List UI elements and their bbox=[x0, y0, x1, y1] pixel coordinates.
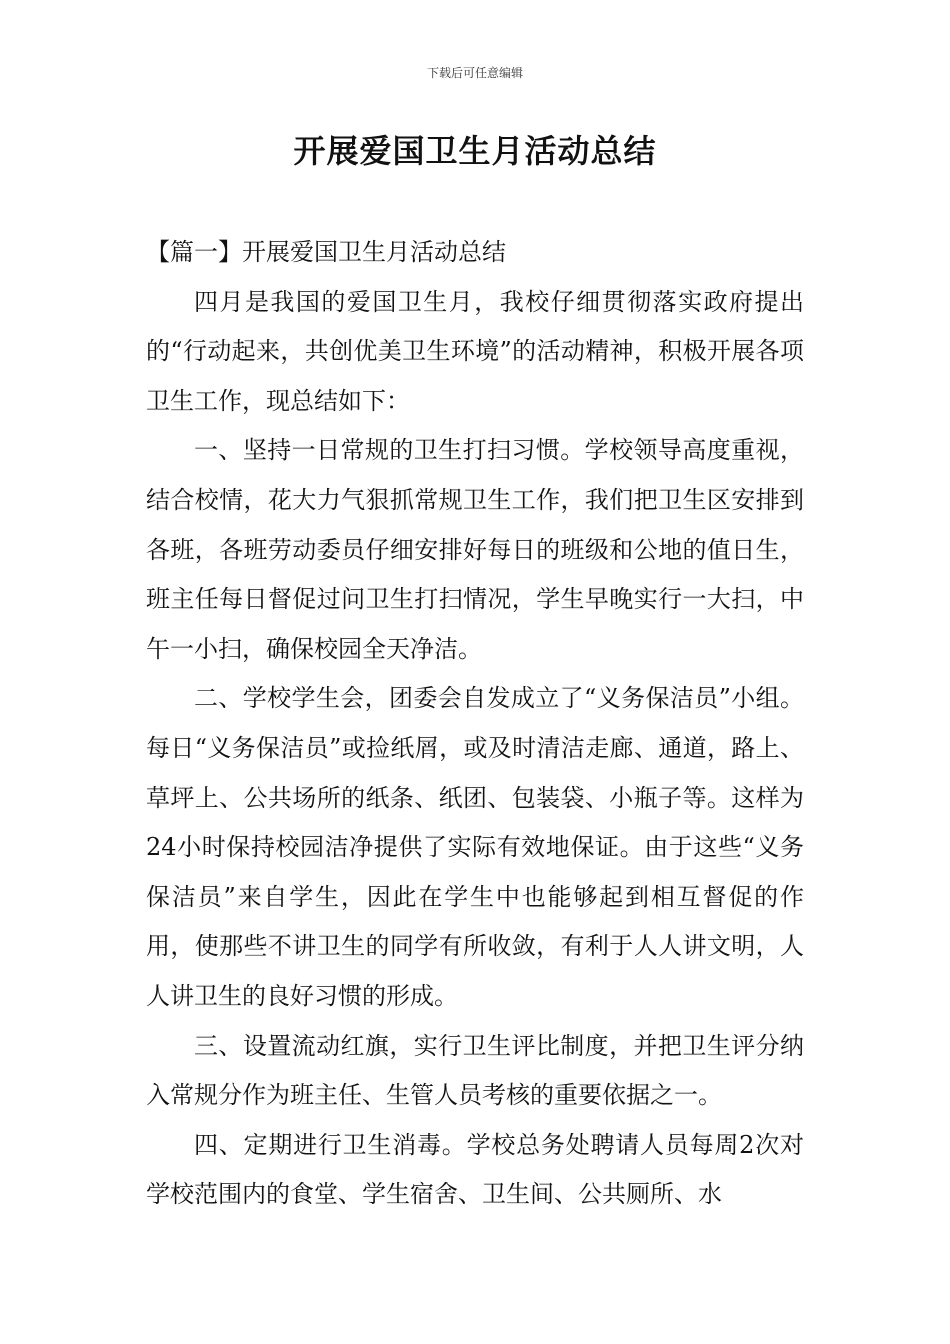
paragraph-item-2: 二、学校学生会，团委会自发成立了“义务保洁员”小组。每日“义务保洁员”或捡纸屑，或及时清洁走廊、通道，路上、草坪上、公共场所的纸条、纸团、包装袋、小瓶子等。这样为24小时保持校园洁净提供了实际有效地保证。由于这些“义务保洁员”来自学生，因此在学生中也能够起到相互督促的作用，使那些不讲卫生的同学有所收敛，有利于人人讲文明，人人讲卫生的良好习惯的形成。 bbox=[146, 684, 804, 1010]
document-title: 开展爱国卫生月活动总结 bbox=[293, 132, 657, 170]
paragraph-item-4: 四、定期进行卫生消毒。学校总务处聘请人员每周2次对学校范围内的食堂、学生宿舍、卫生间、公共厕所、水 bbox=[146, 1130, 804, 1209]
section-heading: 【篇一】开展爱国卫生月活动总结 bbox=[146, 238, 506, 266]
document-body bbox=[146, 228, 804, 1220]
paragraph-item-3: 三、设置流动红旗，实行卫生评比制度，并把卫生评分纳入常规分作为班主任、生管人员考核的重要依据之一。 bbox=[146, 1031, 804, 1110]
header-note: 下载后可任意编辑 bbox=[426, 66, 523, 80]
paragraph-intro: 四月是我国的爱国卫生月，我校仔细贯彻落实政府提出的“行动起来，共创优美卫生环境”的活动精神，积极开展各项卫生工作，现总结如下： bbox=[146, 287, 804, 415]
paragraph-item-1: 一、坚持一日常规的卫生打扫习惯。学校领导高度重视，结合校情，花大力气狠抓常规卫生工作，我们把卫生区安排到各班，各班劳动委员仔细安排好每日的班级和公地的值日生，班主任每日督促过问卫生打扫情况，学生早晚实行一大扫，中午一小扫，确保校园全天净洁。 bbox=[146, 436, 804, 663]
